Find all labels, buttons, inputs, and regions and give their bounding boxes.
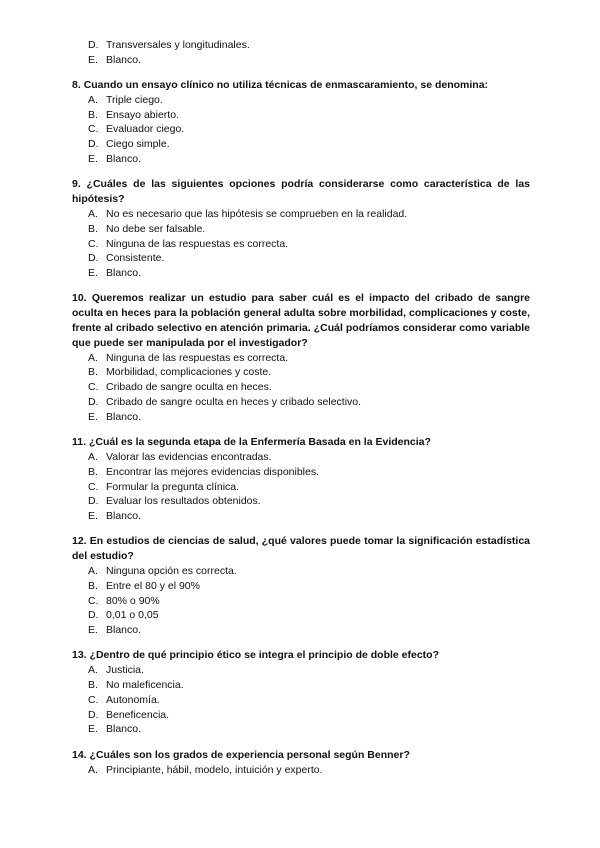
option-item [72, 623, 530, 638]
option-letter: E. [88, 723, 98, 736]
option-item [72, 365, 530, 380]
option-item [72, 708, 530, 723]
option-text: Cribado de sangre oculta en heces y cribado selectivo. [106, 396, 362, 409]
option-letter: B. [88, 108, 98, 121]
option-letter: E. [88, 53, 98, 66]
question-body: Queremos realizar un estudio para saber cuál es el impacto del cribado de sangre oculta en heces para la población general adulta sobre morbilidad, complicaciones y coste, frente al cribado selectivo en atención primaria. ¿Cuál podríamos considerar como variable que puede ser manipulada por el investigador? [72, 292, 530, 349]
option-item [72, 137, 530, 152]
option-item [72, 608, 530, 623]
option-letter: D. [88, 708, 99, 721]
option-text: Blanco. [106, 153, 142, 166]
option-letter: C. [88, 123, 99, 136]
option-item [72, 93, 530, 108]
option-item [72, 693, 530, 708]
option-item [72, 594, 530, 609]
options-list [72, 207, 530, 281]
option-text: No es necesario que las hipótesis se comprueben en la realidad. [106, 207, 408, 220]
option-letter: A. [88, 450, 98, 463]
option-text: 0,01 o 0,05 [106, 609, 159, 622]
option-letter: C. [88, 381, 99, 394]
question-text [72, 648, 530, 663]
option-letter: E. [88, 624, 98, 637]
question-number: 14. [72, 748, 87, 761]
option-letter: A. [88, 763, 98, 776]
option-letter: A. [88, 351, 98, 364]
option-letter: A. [88, 664, 98, 677]
option-letter: B. [88, 465, 98, 478]
options-list [72, 763, 530, 778]
option-letter: C. [88, 480, 99, 493]
question-10 [72, 291, 530, 424]
option-text: Cribado de sangre oculta en heces. [106, 381, 272, 394]
question-text [72, 534, 530, 564]
option-letter: D. [88, 396, 99, 409]
option-letter: E. [88, 410, 98, 423]
options-list [72, 351, 530, 425]
option-text: Justicia. [106, 664, 144, 677]
option-text: Autonomía. [106, 693, 160, 706]
question-number: 13. [72, 649, 87, 662]
option-text: Triple ciego. [106, 93, 163, 106]
option-item [72, 480, 530, 495]
question-text [72, 435, 530, 450]
option-letter: A. [88, 565, 98, 577]
option-text: Ensayo abierto. [106, 108, 179, 121]
question-14 [72, 748, 530, 778]
question-8 [72, 78, 530, 167]
option-text: Principiante, hábil, modelo, intuición y experto. [106, 763, 323, 776]
option-text: Ninguna de las respuestas es correcta. [106, 351, 289, 364]
option-item [72, 410, 530, 425]
option-item [72, 722, 530, 737]
option-letter: A. [88, 207, 98, 220]
question-11 [72, 435, 530, 524]
option-text: Blanco. [106, 410, 142, 423]
options-list [72, 564, 530, 638]
option-text: Blanco. [106, 267, 142, 280]
option-letter: B. [88, 579, 98, 592]
option-item [72, 108, 530, 123]
option-item [72, 351, 530, 366]
option-text: Ninguna opción es correcta. [106, 565, 237, 577]
option-item [72, 663, 530, 678]
option-item [72, 122, 530, 137]
option-text: No maleficencia. [106, 679, 184, 692]
option-letter: C. [88, 693, 99, 706]
question-12 [72, 534, 530, 638]
question-number: 11. [72, 436, 87, 449]
option-letter: E. [88, 510, 98, 523]
option-item [72, 266, 530, 281]
options-list [72, 93, 530, 167]
option-text: Consistente. [106, 252, 165, 265]
option-item [72, 222, 530, 237]
options-list [72, 450, 530, 524]
question-body: ¿Cuáles son los grados de experiencia personal según Benner? [89, 748, 410, 761]
options-list [72, 663, 530, 737]
option-text: Beneficencia. [106, 708, 170, 721]
option-item [72, 38, 530, 53]
option-letter: D. [88, 609, 99, 622]
option-text: Ninguna de las respuestas es correcta. [106, 237, 289, 250]
question-number: 10. [72, 292, 87, 305]
exam-page [72, 38, 530, 777]
option-item [72, 509, 530, 524]
question-text [72, 748, 530, 763]
question-text [72, 291, 530, 350]
option-item [72, 251, 530, 266]
question-text [72, 177, 530, 207]
option-item [72, 763, 530, 778]
option-letter: C. [88, 237, 99, 250]
option-item [72, 494, 530, 509]
option-text: No debe ser falsable. [106, 222, 206, 235]
option-text: Blanco. [106, 53, 142, 66]
option-letter: B. [88, 366, 98, 379]
option-text: Entre el 80 y el 90% [106, 579, 200, 592]
option-item [72, 465, 530, 480]
option-text: Morbilidad, complicaciones y coste. [106, 366, 272, 379]
question-body: Cuando un ensayo clínico no utiliza técnicas de enmascaramiento, se denomina: [83, 79, 489, 92]
option-letter: B. [88, 679, 98, 692]
question-body: ¿Cuáles de las siguientes opciones podría considerarse como característica de las hipótesis? [72, 178, 530, 206]
option-item [72, 564, 530, 579]
option-item [72, 380, 530, 395]
option-letter: D. [88, 495, 99, 508]
option-item [72, 237, 530, 252]
option-item [72, 152, 530, 167]
option-item [72, 395, 530, 410]
option-text: Evaluador ciego. [106, 123, 185, 136]
option-text: Evaluar los resultados obtenidos. [106, 495, 261, 508]
option-item [72, 450, 530, 465]
question-13 [72, 648, 530, 737]
option-letter: D. [88, 39, 99, 51]
option-item [72, 207, 530, 222]
option-text: Transversales y longitudinales. [106, 39, 250, 51]
option-letter: B. [88, 222, 98, 235]
question-text [72, 78, 530, 93]
question-body: ¿Dentro de qué principio ético se integra el principio de doble efecto? [89, 649, 439, 662]
option-text: Blanco. [106, 510, 142, 523]
option-text: Blanco. [106, 624, 142, 637]
question-9 [72, 177, 530, 281]
option-letter: C. [88, 594, 99, 607]
option-text: Encontrar las mejores evidencias disponibles. [106, 465, 320, 478]
question-number: 8. [72, 79, 81, 92]
option-text: Formular la pregunta clínica. [106, 480, 240, 493]
question-body: ¿Cuál es la segunda etapa de la Enfermería Basada en la Evidencia? [88, 436, 431, 449]
option-text: Blanco. [106, 723, 142, 736]
option-letter: E. [88, 267, 98, 280]
option-item [72, 579, 530, 594]
option-letter: D. [88, 138, 99, 151]
option-text: Valorar las evidencias encontradas. [106, 450, 272, 463]
option-item [72, 53, 530, 68]
leading-options-list [72, 38, 530, 68]
question-body: En estudios de ciencias de salud, ¿qué valores puede tomar la significación estadística del estudio? [72, 535, 530, 563]
question-number: 9. [72, 178, 81, 191]
option-text: Ciego simple. [106, 138, 170, 151]
option-item [72, 678, 530, 693]
option-text: 80% o 90% [106, 594, 160, 607]
option-letter: A. [88, 93, 98, 106]
option-letter: E. [88, 153, 98, 166]
option-letter: D. [88, 252, 99, 265]
question-number: 12. [72, 535, 87, 548]
